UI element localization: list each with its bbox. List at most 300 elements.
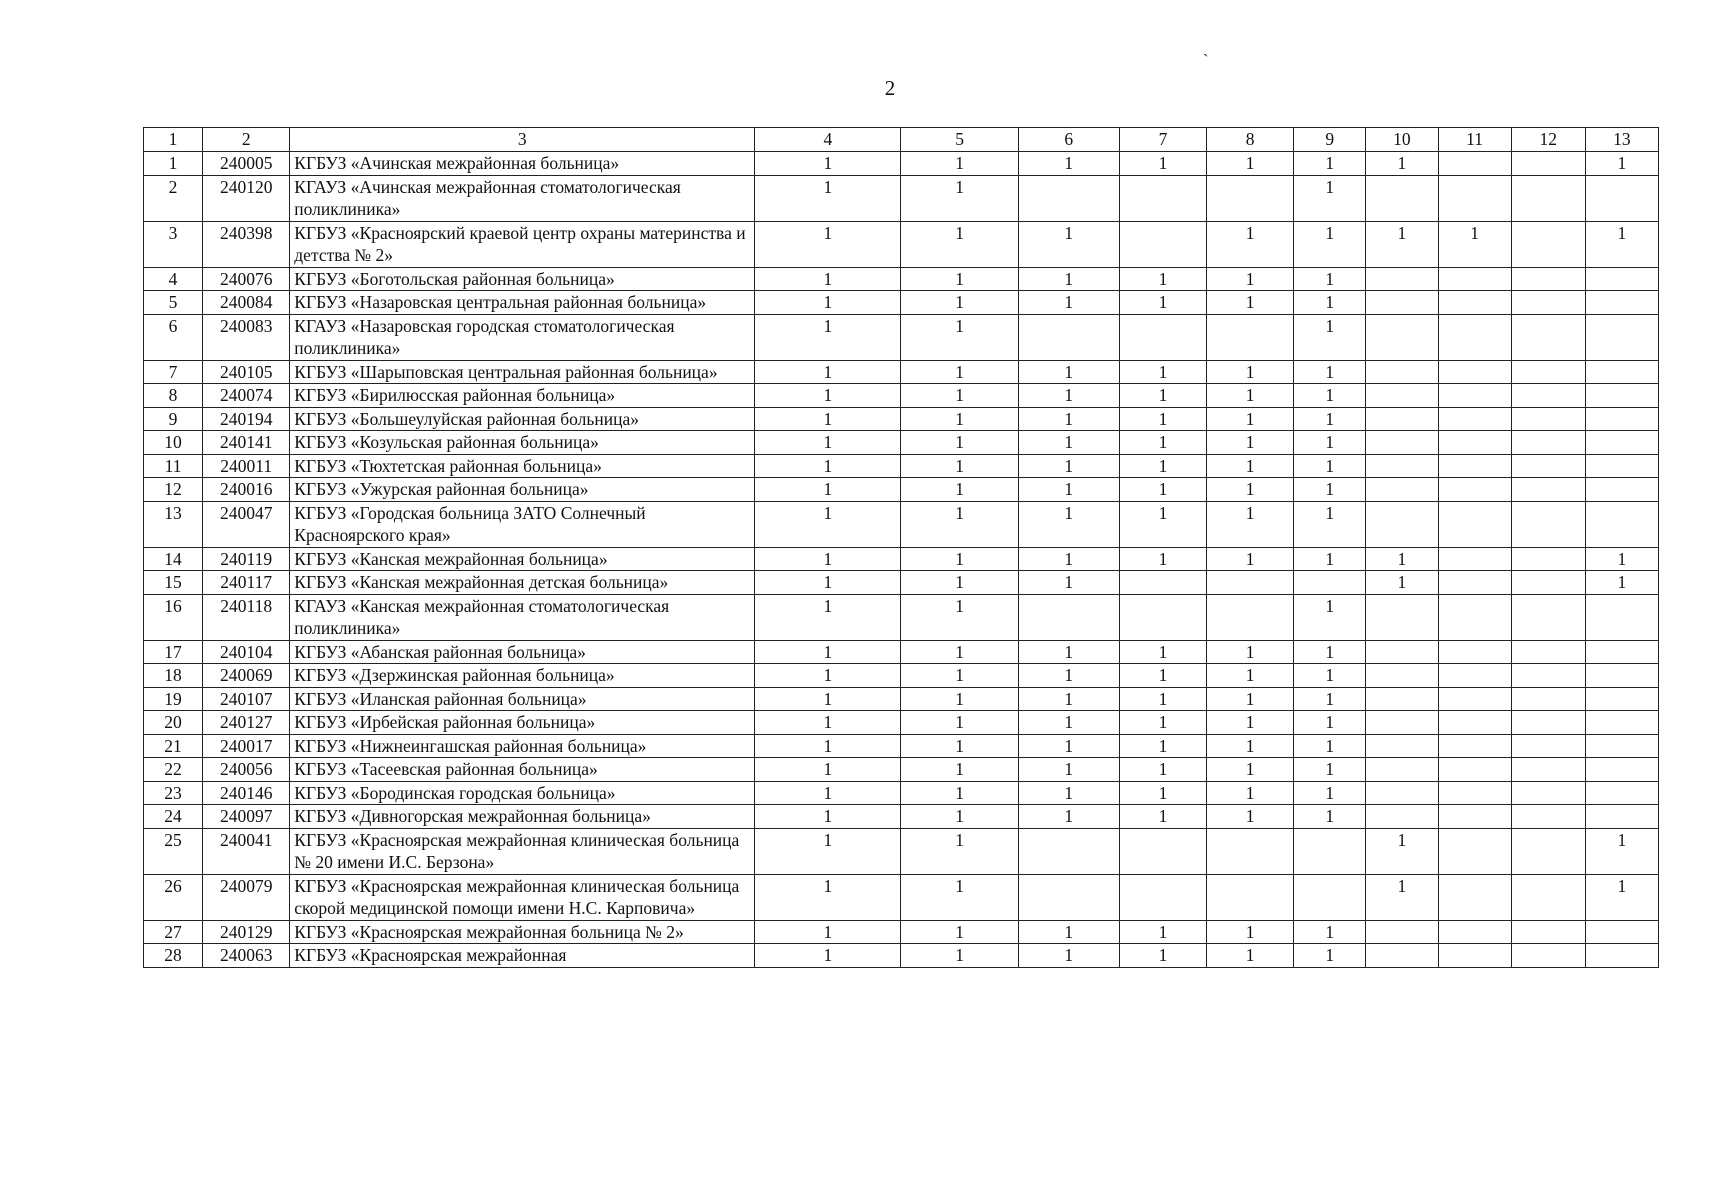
organization-name: КГБУЗ «Назаровская центральная районная больница» (290, 291, 755, 315)
value-cell: 1 (755, 175, 901, 221)
row-number: 27 (144, 920, 203, 944)
table-row (144, 734, 1659, 758)
value-cell (1585, 384, 1658, 408)
value-cell (1585, 431, 1658, 455)
value-cell (1585, 291, 1658, 315)
table-row (144, 594, 1659, 640)
organization-code: 240118 (203, 594, 290, 640)
value-cell (1366, 384, 1438, 408)
organization-code: 240005 (203, 152, 290, 176)
value-cell (1207, 828, 1294, 874)
organization-name: КГБУЗ «Иланская районная больница» (290, 687, 755, 711)
value-cell (1366, 687, 1438, 711)
value-cell: 1 (1207, 758, 1294, 782)
value-cell: 1 (1207, 805, 1294, 829)
value-cell (1438, 407, 1511, 431)
row-number: 1 (144, 152, 203, 176)
value-cell (1366, 920, 1438, 944)
column-header: 3 (290, 128, 755, 152)
value-cell: 1 (755, 828, 901, 874)
value-cell: 1 (901, 501, 1018, 547)
value-cell (1585, 944, 1658, 968)
table-row (144, 152, 1659, 176)
column-header: 12 (1511, 128, 1585, 152)
value-cell (1511, 944, 1585, 968)
value-cell (1585, 407, 1658, 431)
organization-name: КГБУЗ «Шарыповская центральная районная больница» (290, 360, 755, 384)
value-cell (1119, 594, 1206, 640)
value-cell: 1 (1294, 711, 1366, 735)
table-row (144, 758, 1659, 782)
value-cell: 1 (755, 640, 901, 664)
value-cell (1438, 547, 1511, 571)
value-cell (1018, 874, 1119, 920)
value-cell: 1 (1018, 711, 1119, 735)
organization-code: 240063 (203, 944, 290, 968)
value-cell (1438, 501, 1511, 547)
row-number: 12 (144, 478, 203, 502)
organization-name: КГБУЗ «Красноярская межрайонная (290, 944, 755, 968)
organization-code: 240104 (203, 640, 290, 664)
value-cell: 1 (1294, 478, 1366, 502)
value-cell (1438, 431, 1511, 455)
value-cell: 1 (901, 734, 1018, 758)
value-cell: 1 (1207, 687, 1294, 711)
organization-code: 240105 (203, 360, 290, 384)
value-cell: 1 (1294, 664, 1366, 688)
table-row (144, 781, 1659, 805)
value-cell (1438, 734, 1511, 758)
value-cell (1119, 221, 1206, 267)
table-row (144, 501, 1659, 547)
table-row (144, 664, 1659, 688)
value-cell: 1 (1119, 267, 1206, 291)
value-cell (1119, 571, 1206, 595)
column-header: 7 (1119, 128, 1206, 152)
row-number: 15 (144, 571, 203, 595)
value-cell (1366, 781, 1438, 805)
value-cell (1018, 314, 1119, 360)
row-number: 18 (144, 664, 203, 688)
value-cell (1585, 734, 1658, 758)
table-row (144, 805, 1659, 829)
organization-code: 240056 (203, 758, 290, 782)
value-cell: 1 (1366, 571, 1438, 595)
value-cell: 1 (1366, 221, 1438, 267)
value-cell: 1 (1207, 360, 1294, 384)
value-cell: 1 (1366, 828, 1438, 874)
row-number: 21 (144, 734, 203, 758)
organization-name: КГБУЗ «Дзержинская районная больница» (290, 664, 755, 688)
row-number: 22 (144, 758, 203, 782)
value-cell: 1 (901, 291, 1018, 315)
value-cell (1511, 594, 1585, 640)
organization-code: 240084 (203, 291, 290, 315)
value-cell: 1 (755, 781, 901, 805)
value-cell (1438, 687, 1511, 711)
value-cell: 1 (1207, 781, 1294, 805)
row-number: 6 (144, 314, 203, 360)
value-cell: 1 (1018, 152, 1119, 176)
value-cell: 1 (1585, 152, 1658, 176)
value-cell: 1 (1018, 805, 1119, 829)
value-cell (1438, 478, 1511, 502)
table-row (144, 944, 1659, 968)
value-cell (1585, 711, 1658, 735)
value-cell (1511, 781, 1585, 805)
value-cell: 1 (1018, 478, 1119, 502)
value-cell: 1 (755, 920, 901, 944)
organization-name: КГБУЗ «Ачинская межрайонная больница» (290, 152, 755, 176)
organization-code: 240083 (203, 314, 290, 360)
value-cell: 1 (1119, 687, 1206, 711)
value-cell (1438, 664, 1511, 688)
value-cell: 1 (1207, 454, 1294, 478)
row-number: 23 (144, 781, 203, 805)
column-header: 6 (1018, 128, 1119, 152)
organization-code: 240141 (203, 431, 290, 455)
value-cell: 1 (1207, 431, 1294, 455)
value-cell: 1 (1018, 291, 1119, 315)
value-cell: 1 (901, 152, 1018, 176)
value-cell: 1 (1119, 944, 1206, 968)
value-cell: 1 (1119, 664, 1206, 688)
value-cell: 1 (755, 805, 901, 829)
value-cell: 1 (901, 407, 1018, 431)
organization-code: 240016 (203, 478, 290, 502)
value-cell: 1 (901, 711, 1018, 735)
value-cell: 1 (755, 687, 901, 711)
value-cell (1207, 594, 1294, 640)
value-cell (1511, 478, 1585, 502)
value-cell: 1 (901, 360, 1018, 384)
value-cell: 1 (1119, 431, 1206, 455)
page-number: 2 (884, 76, 896, 100)
value-cell: 1 (1294, 360, 1366, 384)
value-cell (1585, 920, 1658, 944)
value-cell: 1 (1018, 664, 1119, 688)
value-cell: 1 (1294, 501, 1366, 547)
value-cell (1366, 734, 1438, 758)
value-cell (1438, 781, 1511, 805)
row-number: 24 (144, 805, 203, 829)
value-cell (1366, 805, 1438, 829)
organization-code: 240107 (203, 687, 290, 711)
value-cell: 1 (755, 221, 901, 267)
value-cell (1511, 407, 1585, 431)
value-cell: 1 (1018, 758, 1119, 782)
value-cell (1119, 828, 1206, 874)
value-cell: 1 (1207, 384, 1294, 408)
value-cell (1366, 454, 1438, 478)
value-cell (1366, 758, 1438, 782)
table-row (144, 431, 1659, 455)
value-cell: 1 (1207, 152, 1294, 176)
table-row (144, 267, 1659, 291)
value-cell: 1 (755, 291, 901, 315)
organization-name: КГБУЗ «Бирилюсская районная больница» (290, 384, 755, 408)
value-cell: 1 (755, 571, 901, 595)
organization-code: 240047 (203, 501, 290, 547)
value-cell: 1 (1294, 221, 1366, 267)
column-header: 9 (1294, 128, 1366, 152)
organization-code: 240120 (203, 175, 290, 221)
value-cell (1366, 175, 1438, 221)
organization-name: КГБУЗ «Ужурская районная больница» (290, 478, 755, 502)
value-cell (1511, 805, 1585, 829)
value-cell: 1 (901, 175, 1018, 221)
value-cell: 1 (755, 501, 901, 547)
organization-name: КГАУЗ «Канская межрайонная стоматологическая поликлиника» (290, 594, 755, 640)
value-cell: 1 (1366, 152, 1438, 176)
stray-mark: ` (1203, 52, 1209, 69)
row-number: 19 (144, 687, 203, 711)
organization-name: КГБУЗ «Городская больница ЗАТО Солнечный Красноярского края» (290, 501, 755, 547)
value-cell: 1 (901, 431, 1018, 455)
value-cell (1511, 360, 1585, 384)
row-number: 26 (144, 874, 203, 920)
table-row (144, 384, 1659, 408)
row-number: 28 (144, 944, 203, 968)
organization-name: КГАУЗ «Назаровская городская стоматологическая поликлиника» (290, 314, 755, 360)
value-cell: 1 (1294, 687, 1366, 711)
value-cell (1294, 828, 1366, 874)
value-cell (1511, 152, 1585, 176)
value-cell: 1 (1585, 571, 1658, 595)
value-cell (1511, 828, 1585, 874)
value-cell (1511, 664, 1585, 688)
organization-name: КГБУЗ «Тюхтетская районная больница» (290, 454, 755, 478)
registry-table (143, 127, 1659, 968)
organization-name: КГБУЗ «Ирбейская районная больница» (290, 711, 755, 735)
value-cell (1366, 640, 1438, 664)
value-cell (1366, 267, 1438, 291)
value-cell: 1 (755, 734, 901, 758)
value-cell: 1 (901, 478, 1018, 502)
value-cell: 1 (1294, 152, 1366, 176)
organization-name: КГБУЗ «Красноярская межрайонная клиническая больница № 20 имени И.С. Берзона» (290, 828, 755, 874)
value-cell: 1 (1207, 221, 1294, 267)
value-cell (1511, 291, 1585, 315)
value-cell: 1 (901, 874, 1018, 920)
value-cell (1366, 360, 1438, 384)
table-row (144, 478, 1659, 502)
value-cell: 1 (1018, 360, 1119, 384)
value-cell (1511, 221, 1585, 267)
value-cell: 1 (755, 711, 901, 735)
organization-code: 240194 (203, 407, 290, 431)
value-cell: 1 (1119, 547, 1206, 571)
value-cell: 1 (1018, 267, 1119, 291)
value-cell (1438, 758, 1511, 782)
value-cell: 1 (901, 758, 1018, 782)
organization-name: КГБУЗ «Красноярский краевой центр охраны материнства и детства № 2» (290, 221, 755, 267)
table-row (144, 407, 1659, 431)
table-row (144, 454, 1659, 478)
value-cell (1207, 874, 1294, 920)
value-cell: 1 (1294, 431, 1366, 455)
value-cell: 1 (1119, 758, 1206, 782)
value-cell (1511, 640, 1585, 664)
value-cell: 1 (1018, 454, 1119, 478)
value-cell (1438, 267, 1511, 291)
value-cell (1438, 711, 1511, 735)
table-row (144, 874, 1659, 920)
value-cell: 1 (755, 267, 901, 291)
value-cell (1585, 594, 1658, 640)
value-cell: 1 (755, 664, 901, 688)
value-cell: 1 (1294, 594, 1366, 640)
value-cell: 1 (1207, 267, 1294, 291)
value-cell: 1 (755, 407, 901, 431)
column-header: 8 (1207, 128, 1294, 152)
row-number: 8 (144, 384, 203, 408)
value-cell (1585, 454, 1658, 478)
value-cell (1119, 314, 1206, 360)
column-header: 10 (1366, 128, 1438, 152)
value-cell: 1 (755, 384, 901, 408)
value-cell (1366, 501, 1438, 547)
value-cell (1438, 384, 1511, 408)
value-cell: 1 (901, 640, 1018, 664)
value-cell: 1 (1585, 828, 1658, 874)
table-row (144, 640, 1659, 664)
value-cell (1366, 478, 1438, 502)
value-cell (1366, 664, 1438, 688)
value-cell (1438, 152, 1511, 176)
value-cell: 1 (1207, 920, 1294, 944)
row-number: 3 (144, 221, 203, 267)
table-row (144, 687, 1659, 711)
value-cell: 1 (1018, 384, 1119, 408)
value-cell: 1 (901, 687, 1018, 711)
value-cell: 1 (901, 920, 1018, 944)
value-cell (1438, 920, 1511, 944)
value-cell (1511, 454, 1585, 478)
value-cell (1511, 874, 1585, 920)
value-cell: 1 (755, 314, 901, 360)
value-cell (1511, 547, 1585, 571)
value-cell (1438, 454, 1511, 478)
value-cell: 1 (1294, 314, 1366, 360)
row-number: 25 (144, 828, 203, 874)
value-cell: 1 (1018, 687, 1119, 711)
value-cell (1438, 314, 1511, 360)
value-cell: 1 (1294, 291, 1366, 315)
column-header: 13 (1585, 128, 1658, 152)
value-cell: 1 (1207, 291, 1294, 315)
value-cell (1511, 571, 1585, 595)
value-cell: 1 (901, 805, 1018, 829)
value-cell: 1 (901, 944, 1018, 968)
value-cell (1438, 944, 1511, 968)
value-cell (1438, 874, 1511, 920)
value-cell: 1 (1119, 805, 1206, 829)
row-number: 5 (144, 291, 203, 315)
value-cell (1438, 291, 1511, 315)
value-cell: 1 (901, 594, 1018, 640)
value-cell: 1 (755, 360, 901, 384)
value-cell: 1 (1119, 640, 1206, 664)
value-cell: 1 (1207, 944, 1294, 968)
value-cell (1511, 687, 1585, 711)
organization-code: 240127 (203, 711, 290, 735)
value-cell: 1 (1207, 547, 1294, 571)
organization-name: КГБУЗ «Дивногорская межрайонная больница» (290, 805, 755, 829)
value-cell: 1 (1294, 175, 1366, 221)
value-cell (1018, 828, 1119, 874)
value-cell: 1 (1119, 360, 1206, 384)
value-cell (1366, 314, 1438, 360)
organization-name: КГБУЗ «Канская межрайонная больница» (290, 547, 755, 571)
value-cell: 1 (1585, 874, 1658, 920)
value-cell (1511, 431, 1585, 455)
value-cell: 1 (901, 314, 1018, 360)
value-cell: 1 (1018, 734, 1119, 758)
organization-name: КГБУЗ «Боготольская районная больница» (290, 267, 755, 291)
value-cell: 1 (1018, 501, 1119, 547)
value-cell (1585, 175, 1658, 221)
value-cell: 1 (1294, 454, 1366, 478)
value-cell: 1 (901, 547, 1018, 571)
organization-name: КГБУЗ «Красноярская межрайонная клиническая больница скорой медицинской помощи имени Н.С. Карповича» (290, 874, 755, 920)
value-cell: 1 (1119, 454, 1206, 478)
value-cell: 1 (1018, 547, 1119, 571)
value-cell: 1 (1294, 805, 1366, 829)
value-cell (1585, 501, 1658, 547)
organization-name: КГБУЗ «Тасеевская районная больница» (290, 758, 755, 782)
value-cell: 1 (755, 594, 901, 640)
value-cell (1585, 640, 1658, 664)
value-cell: 1 (901, 664, 1018, 688)
value-cell (1207, 571, 1294, 595)
row-number: 4 (144, 267, 203, 291)
value-cell: 1 (1585, 221, 1658, 267)
value-cell: 1 (1294, 407, 1366, 431)
value-cell: 1 (901, 454, 1018, 478)
value-cell: 1 (1119, 407, 1206, 431)
value-cell: 1 (1207, 478, 1294, 502)
value-cell: 1 (1018, 781, 1119, 805)
value-cell: 1 (901, 571, 1018, 595)
value-cell: 1 (1294, 267, 1366, 291)
row-number: 7 (144, 360, 203, 384)
value-cell: 1 (1018, 944, 1119, 968)
value-cell (1366, 291, 1438, 315)
value-cell (1511, 314, 1585, 360)
value-cell (1207, 175, 1294, 221)
value-cell (1585, 478, 1658, 502)
value-cell (1511, 384, 1585, 408)
value-cell: 1 (1294, 781, 1366, 805)
organization-name: КГБУЗ «Абанская районная больница» (290, 640, 755, 664)
value-cell: 1 (1366, 874, 1438, 920)
value-cell (1585, 360, 1658, 384)
organization-code: 240011 (203, 454, 290, 478)
row-number: 17 (144, 640, 203, 664)
value-cell (1438, 594, 1511, 640)
value-cell: 1 (1119, 711, 1206, 735)
table-row (144, 360, 1659, 384)
value-cell (1511, 267, 1585, 291)
value-cell (1511, 758, 1585, 782)
organization-name: КГБУЗ «Бородинская городская больница» (290, 781, 755, 805)
value-cell (1207, 314, 1294, 360)
value-cell: 1 (1438, 221, 1511, 267)
value-cell (1018, 175, 1119, 221)
table-row (144, 221, 1659, 267)
value-cell: 1 (1119, 734, 1206, 758)
